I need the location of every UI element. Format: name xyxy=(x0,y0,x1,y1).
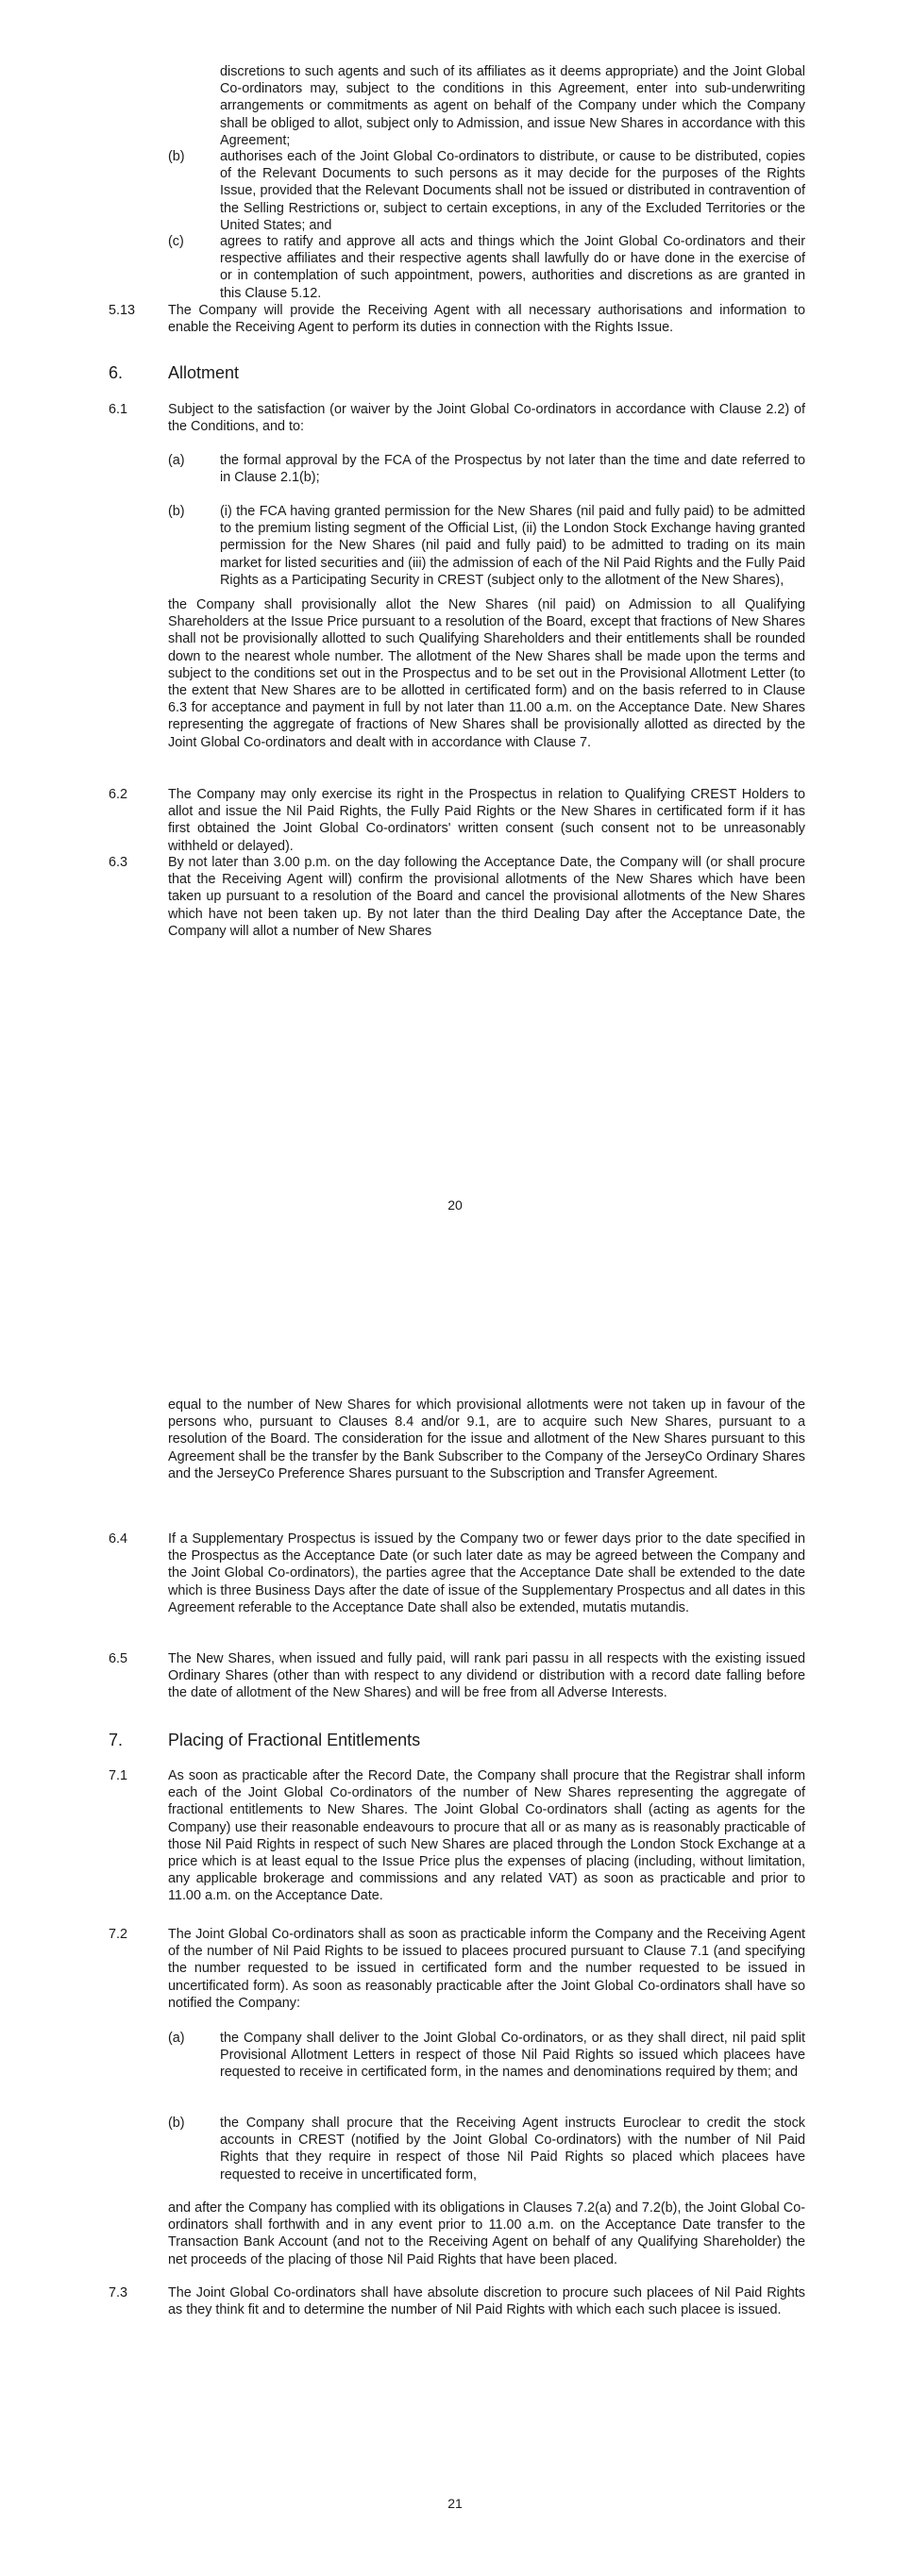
clause-6-1-a: the formal approval by the FCA of the Prospectus by not later than the time and date referred to in Clause 2.1(b); xyxy=(220,453,805,486)
item-number: (c) xyxy=(168,234,184,249)
clause-number: 5.13 xyxy=(109,303,136,318)
clause-number: 6.1 xyxy=(109,402,128,417)
clause-7-2: The Joint Global Co-ordinators shall as soon as practicable inform the Company and the Receiving Agent of the number of Nil Paid Rights to be issued to placees procured pursuant to Clause 7.1 (and specifying the number requested to be issued in certificated form and the number requested to be issued in uncertificated form). As soon as reasonably practicable after the Joint Global Co-ordinators shall have so notified the Company: xyxy=(168,1927,805,2011)
paragraph-5-12-a-continued: discretions to such agents and such of its affiliates as it deems appropriate) and the Joint Global Co-ordinators may, subject to the conditions in this Agreement, enter into sub-underwriting arrangements or commitments as agent on behalf of the Company under which the Company shall be obliged to allot, subject only to Admission, and issue New Shares in accordance with this Agreement; xyxy=(220,64,805,148)
page-number: 21 xyxy=(447,2496,463,2511)
page-number: 20 xyxy=(447,1197,463,1213)
clause-7-1: As soon as practicable after the Record Date, the Company shall procure that the Registrar shall inform each of the Joint Global Co-ordinators of the number of New Shares representing the aggregate of fractional entitlements to New Shares. The Joint Global Co-ordinators shall (acting as agents for the Company) use their reasonable endeavours to procure that all or as many as is reasonably practicable of those Nil Paid Rights in respect of such New Shares are placed through the London Stock Exchange at a price which is at least equal to the Issue Price plus the expenses of placing (including, without limitation, any applicable brokerage and commissions and any related VAT) as soon as practicable and prior to 11.00 a.m. on the Acceptance Date. xyxy=(168,1768,805,1904)
item-number: (a) xyxy=(168,453,185,468)
clause-6-5: The New Shares, when issued and fully paid, will rank pari passu in all respects with the existing issued Ordinary Shares (other than with respect to any dividend or distribution with a record date falling before the date of allotment of the New Shares) and will be free from all Adverse Interests. xyxy=(168,1651,805,1701)
clause-6-3-continued: equal to the number of New Shares for which provisional allotments were not taken up in favour of the persons who, pursuant to Clauses 8.4 and/or 9.1, are to acquire such New Shares, pursuant to a resolution of the Board. The consideration for the issue and allotment of the New Shares pursuant to this Agreement shall be the transfer by the Bank Subscriber to the Company of the JerseyCo Ordinary Shares and the JerseyCo Preference Shares pursuant to the Subscription and Transfer Agreement. xyxy=(168,1397,805,1481)
clause-6-4: If a Supplementary Prospectus is issued by the Company two or fewer days prior to the date specified in the Prospectus as the Acceptance Date (or such later date as may be agreed between the Company and the Joint Global Co-ordinators), the parties agree that the Acceptance Date shall be extended to the date which is three Business Days after the date of issue of the Supplementary Prospectus and all dates in this Agreement referable to the Acceptance Date shall also be extended, mutatis mutandis. xyxy=(168,1531,805,1615)
section-number: 6. xyxy=(109,363,124,382)
clause-6-3: By not later than 3.00 p.m. on the day following the Acceptance Date, the Company will (or shall procure that the Receiving Agent will) confirm the provisional allotments of the New Shares which have been taken up pursuant to a resolution of the Board and cancel the provisional allotments of the New Shares which have not been taken up. By not later than the third Dealing Day after the Acceptance Date, the Company will allot a number of New Shares xyxy=(168,855,805,939)
clause-number: 7.2 xyxy=(109,1927,128,1942)
clause-7-2-b: the Company shall procure that the Receiving Agent instructs Euroclear to credit the stock accounts in CREST (notified by the Joint Global Co-ordinators) with the number of Nil Paid Rights that they require in respect of those Nil Paid Rights so placed which placees have requested to receive in uncertificated form, xyxy=(220,2116,805,2183)
item-number: (b) xyxy=(168,2116,185,2131)
section-heading-placing-of-fractional-entitlements: Placing of Fractional Entitlements xyxy=(168,1731,421,1749)
clause-7-3: The Joint Global Co-ordinators shall have absolute discretion to procure such placees of Nil Paid Rights as they think fit and to determine the number of Nil Paid Rights with which each such placee is issued. xyxy=(168,2285,805,2318)
clause-7-2-a: the Company shall deliver to the Joint Global Co-ordinators, or as they shall direct, nil paid split Provisional Allotment Letters in respect of those Nil Paid Rights so issued which placees have requested to receive in certificated form, in the names and denominations required by them; and xyxy=(220,2031,805,2081)
item-number: (b) xyxy=(168,149,185,164)
clause-number: 6.3 xyxy=(109,855,128,870)
clause-6-1-b: (i) the FCA having granted permission for the New Shares (nil paid and fully paid) to be admitted to the premium listing segment of the Official List, (ii) the London Stock Exchange having granted permission for the New Shares (nil paid and fully paid) to be admitted to trading on its main market for listed securities and (iii) the admission of each of the Nil Paid Rights and the Fully Paid Rights as a Participating Security in CREST (subject only to the allotment of the New Shares), xyxy=(220,504,805,588)
clause-5-12-c: agrees to ratify and approve all acts and things which the Joint Global Co-ordinators and their respective affiliates and their respective agents shall lawfully do or have done in the exercise of or in contemplation of such appointment, powers, authorities and discretions as are granted in this Clause 5.12. xyxy=(220,234,805,301)
section-heading-allotment: Allotment xyxy=(168,363,240,382)
clause-5-12-b: authorises each of the Joint Global Co-ordinators to distribute, or cause to be distributed, copies of the Relevant Documents to such persons as it may decide for the purposes of the Rights Issue, provided that the Relevant Documents shall not be issued or distributed in contravention of the Selling Restrictions or, subject to certain exceptions, in any of the Excluded Territories or the United States; and xyxy=(220,149,805,233)
section-number: 7. xyxy=(109,1731,124,1749)
clause-7-2-continuation: and after the Company has complied with its obligations in Clauses 7.2(a) and 7.2(b), the Joint Global Co-ordinators shall forthwith and in any event prior to 11.00 a.m. on the Acceptance Date transfer to the Transaction Bank Account (and not to the Receiving Agent on behalf of any Qualifying Shareholder) the net proceeds of the placing of those Nil Paid Rights that have been placed. xyxy=(168,2200,805,2267)
clause-5-13: The Company will provide the Receiving Agent with all necessary authorisations and information to enable the Receiving Agent to perform its duties in connection with the Rights Issue. xyxy=(168,303,805,336)
clause-number: 6.2 xyxy=(109,787,128,802)
item-number: (b) xyxy=(168,504,185,519)
clause-number: 6.5 xyxy=(109,1651,128,1666)
clause-number: 7.1 xyxy=(109,1768,128,1783)
item-number: (a) xyxy=(168,2031,185,2046)
clause-number: 7.3 xyxy=(109,2285,128,2300)
page-21 xyxy=(0,1288,911,2576)
clause-6-2: The Company may only exercise its right in the Prospectus in relation to Qualifying CREST Holders to allot and issue the Nil Paid Rights, the Fully Paid Rights or the New Shares in certificated form if it has first obtained the Joint Global Co-ordinators' written consent (such consent not to be unreasonably withheld or delayed). xyxy=(168,787,805,854)
clause-6-1-continuation: the Company shall provisionally allot the New Shares (nil paid) on Admission to all Qualifying Shareholders at the Issue Price pursuant to a resolution of the Board, except that fractions of New Shares shall not be provisionally allotted to such Qualifying Shareholders and their entitlements shall be rounded down to the nearest whole number. The allotment of the New Shares shall be made upon the terms and subject to the conditions set out in the Prospectus and to be set out in the Provisional Allotment Letter (to the extent that New Shares are to be allotted in certificated form) and on the basis referred to in Clause 6.3 for acceptance and payment in full by not later than 11.00 a.m. on the Acceptance Date. New Shares representing the aggregate of fractions of New Shares shall be provisionally allotted as directed by the Joint Global Co-ordinators and dealt with in accordance with Clause 7. xyxy=(168,597,805,750)
clause-number: 6.4 xyxy=(109,1531,128,1547)
clause-6-1: Subject to the satisfaction (or waiver by the Joint Global Co-ordinators in accordance with Clause 2.2) of the Conditions, and to: xyxy=(168,402,805,435)
